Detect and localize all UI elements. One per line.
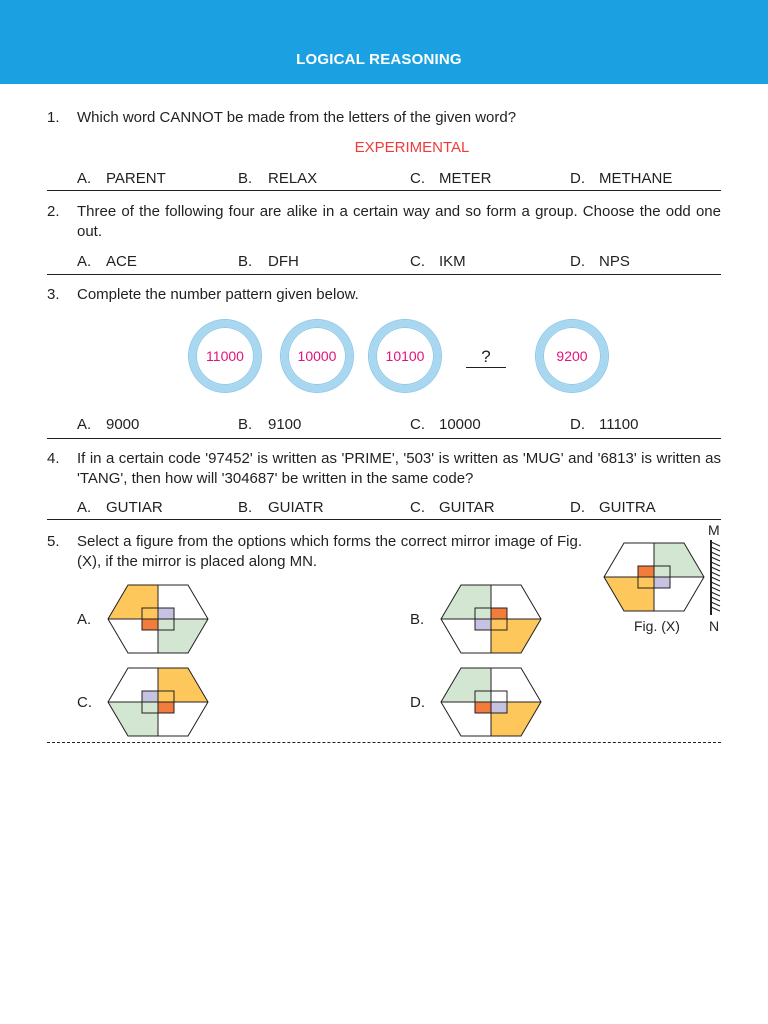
option-text: GUITRA (599, 499, 656, 516)
question-number: 1. (47, 109, 60, 126)
option-text: GUITAR (439, 499, 495, 516)
divider (47, 438, 721, 439)
option-letter: A. (77, 611, 92, 628)
header-bar (0, 0, 768, 84)
option-letter: C. (77, 694, 92, 711)
option-text: DFH (268, 253, 299, 270)
option-text: GUTIAR (106, 499, 163, 516)
divider (47, 274, 721, 275)
pattern-number: 10000 (297, 348, 337, 364)
question-text: Three of the following four are alike in a certain way and so form a group. Choose the odd one out. (77, 203, 721, 240)
option-text: GUIATR (268, 499, 324, 516)
option-letter: B. (238, 416, 253, 433)
option-text: PARENT (106, 170, 166, 187)
option-b-hexagon[interactable] (441, 585, 541, 653)
option-letter: D. (410, 694, 425, 711)
option-letter: B. (238, 170, 253, 187)
option-text: 10000 (439, 416, 481, 433)
option-text: 9100 (268, 416, 302, 433)
option-text: RELAX (268, 170, 318, 187)
option-letter: A. (77, 253, 92, 270)
option-text: 9000 (106, 416, 140, 433)
question-number: 4. (47, 450, 60, 467)
option-letter: D. (570, 416, 585, 433)
mirror-line (709, 540, 723, 615)
option-letter: D. (570, 170, 585, 187)
option-letter: C. (410, 499, 425, 516)
question-number: 2. (47, 203, 60, 220)
option-letter: D. (570, 499, 585, 516)
divider (47, 190, 721, 191)
question-text: Which word CANNOT be made from the letters of the given word? (77, 109, 517, 126)
page-title: LOGICAL REASONING (296, 51, 462, 68)
option-letter: B. (410, 611, 425, 628)
option-d-hexagon[interactable] (441, 668, 541, 736)
option-letter: C. (410, 170, 425, 187)
highlight-word: EXPERIMENTAL (354, 139, 470, 156)
question-text: If in a certain code '97452' is written as 'PRIME', '503' is written as 'MUG' and '6813' is written as 'TANG', then how will '304687' be written in the same code? (77, 450, 721, 487)
blank-line (466, 367, 506, 368)
mirror-label-m: M (708, 522, 720, 538)
option-text: IKM (439, 253, 466, 270)
option-a-hexagon[interactable] (108, 585, 208, 653)
option-letter: A. (77, 416, 92, 433)
dashed-divider (47, 742, 721, 743)
option-text: METHANE (599, 170, 673, 187)
option-letter: D. (570, 253, 585, 270)
figure-x-hexagon (604, 543, 704, 611)
option-letter: B. (238, 253, 253, 270)
mirror-label-n: N (709, 618, 720, 634)
option-text: NPS (599, 253, 630, 270)
option-text: METER (439, 170, 492, 187)
question-text: Select a figure from the options which forms the correct mirror image of Fig. (X), if the mirror is placed along MN. (77, 533, 582, 570)
question-text: Complete the number pattern given below. (77, 286, 359, 303)
question-number: 5. (47, 533, 60, 550)
pattern-number: 10100 (385, 348, 425, 364)
option-letter: A. (77, 170, 92, 187)
figure-caption: Fig. (X) (634, 618, 680, 634)
divider (47, 519, 721, 520)
option-c-hexagon[interactable] (108, 668, 208, 736)
question-number: 3. (47, 286, 60, 303)
option-letter: A. (77, 499, 92, 516)
option-letter: C. (410, 253, 425, 270)
option-text: ACE (106, 253, 137, 270)
pattern-missing: ? (481, 347, 491, 366)
option-letter: B. (238, 499, 253, 516)
pattern-number: 9200 (556, 348, 588, 364)
option-letter: C. (410, 416, 425, 433)
option-text: 11100 (599, 416, 639, 433)
pattern-number: 11000 (206, 348, 244, 364)
